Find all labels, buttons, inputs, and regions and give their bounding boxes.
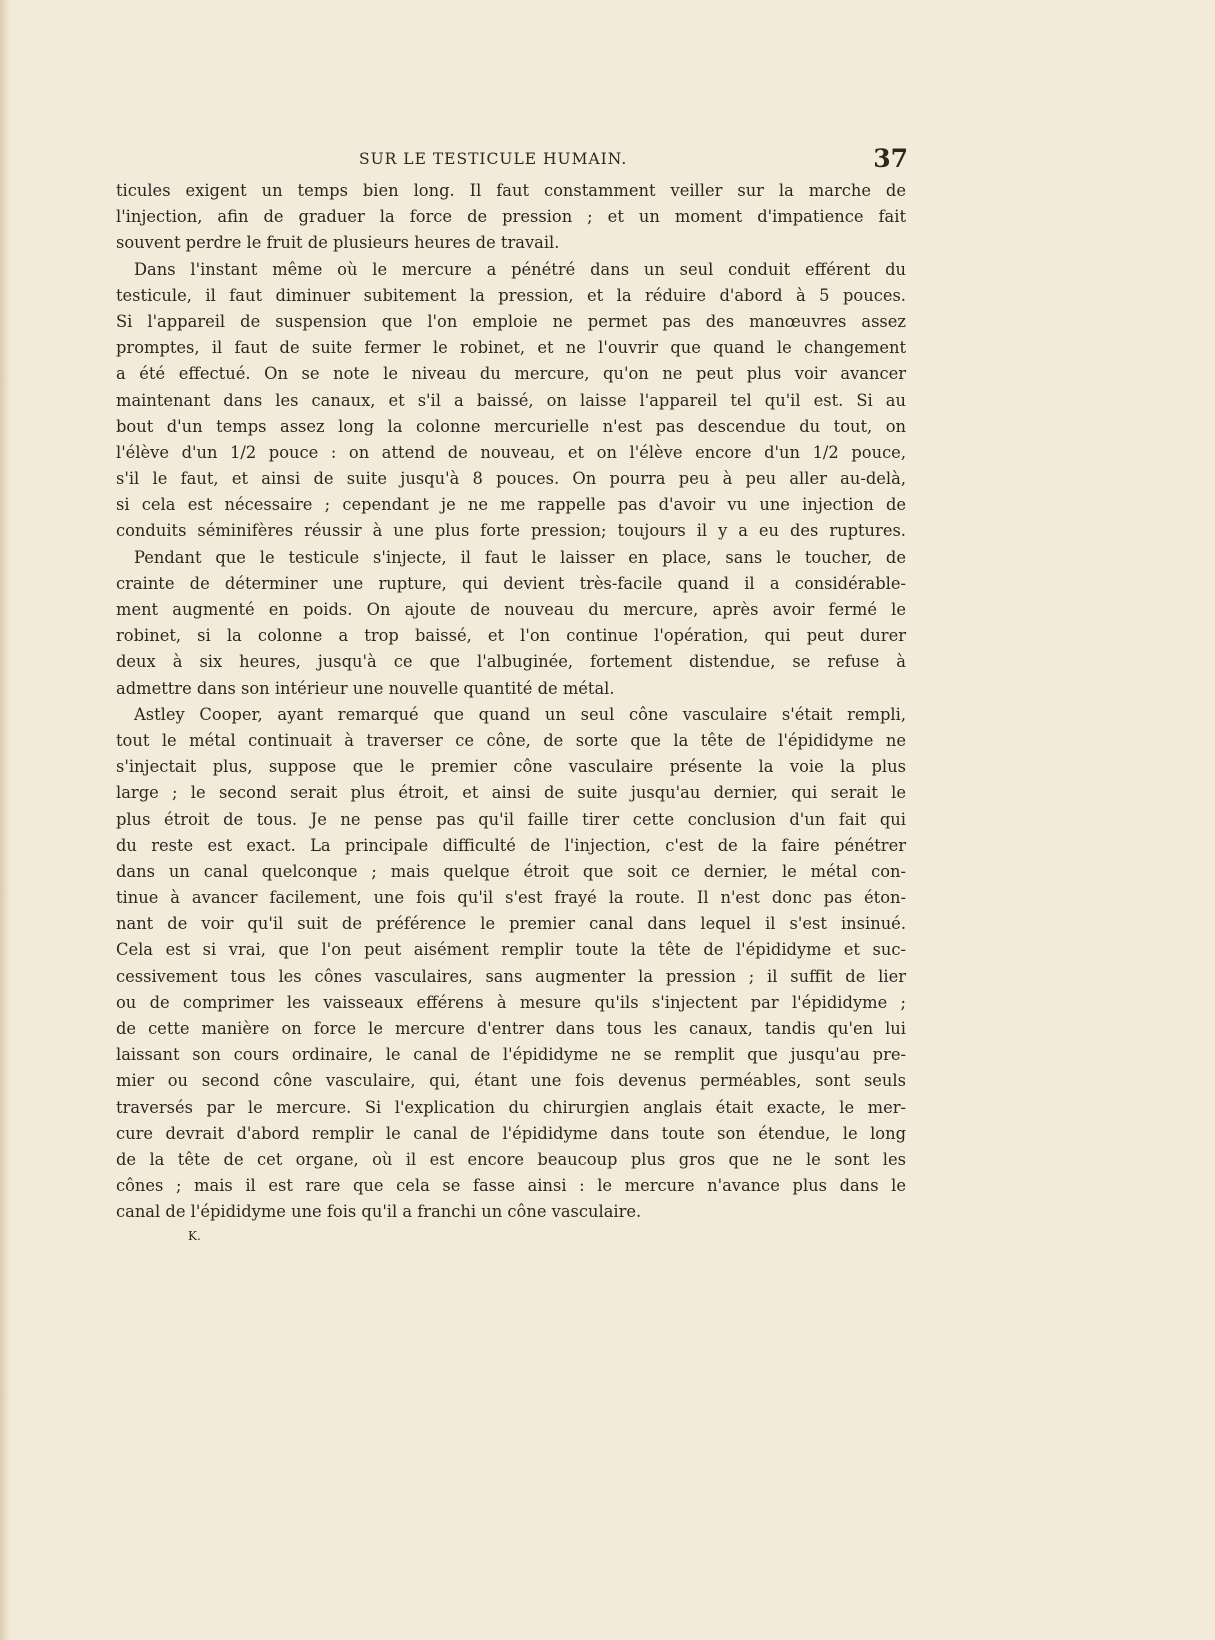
text-line: de cette manière on force le mercure d'entrer dans tous les canaux, tandis qu'en lui — [116, 1019, 906, 1038]
text-line: cônes ; mais il est rare que cela se fasse ainsi : le mercure n'avance plus dans le — [116, 1176, 906, 1196]
text-line: de la tête de cet organe, où il est encore beaucoup plus gros que ne le sont les — [116, 1149, 906, 1169]
body-text — [116, 178, 906, 1226]
text-line: mier ou second cône vasculaire, qui, étant une fois devenus perméables, sont seuls — [116, 1071, 906, 1091]
text-line: promptes, il faut de suite fermer le robinet, et ne l'ouvrir que quand le changement — [116, 338, 906, 358]
text-line: bout d'un temps assez long la colonne mercurielle n'est pas descendue du tout, on — [116, 416, 906, 436]
text-line: large ; le second serait plus étroit, et ainsi de suite jusqu'au dernier, qui serait le — [116, 783, 906, 803]
signature: K. — [188, 1228, 201, 1243]
binding-shadow — [0, 0, 10, 1640]
text-line: laissant son cours ordinaire, le canal de l'épididyme ne se remplit que jusqu'au pre- — [116, 1045, 906, 1065]
text-line: si cela est nécessaire ; cependant je ne me rappelle pas d'avoir vu une injection de — [116, 495, 906, 515]
text-line: cessivement tous les cônes vasculaires, sans augmenter la pression ; il suffit de lier — [116, 966, 906, 986]
text-line: robinet, si la colonne a trop baissé, et l'on continue l'opération, qui peut durer — [116, 626, 906, 646]
text-line: Cela est si vrai, que l'on peut aisément remplir toute la tête de l'épididyme et suc- — [116, 940, 906, 960]
text-line: tout le métal continuait à traverser ce cône, de sorte que la tête de l'épididyme ne — [116, 730, 906, 750]
text-line: tinue à avancer facilement, une fois qu'il s'est frayé la route. Il n'est donc pas éton- — [116, 888, 906, 908]
text-line: a été effectué. On se note le niveau du mercure, qu'on ne peut plus voir avancer — [116, 364, 906, 384]
text-line: ticules exigent un temps bien long. Il faut constamment veiller sur la marche de — [116, 181, 906, 200]
page-number: 37 — [873, 144, 908, 173]
text-line: Si l'appareil de suspension que l'on emploie ne permet pas des manœuvres assez — [116, 311, 906, 331]
text-line: l'élève d'un 1/2 pouce : on attend de nouveau, et on l'élève encore d'un 1/2 pouce, — [116, 442, 906, 462]
text-line: Pendant que le testicule s'injecte, il faut le laisser en place, sans le toucher, de — [134, 547, 906, 567]
text-line: crainte de déterminer une rupture, qui devient très-facile quand il a considérable- — [116, 573, 906, 593]
text-line: admettre dans son intérieur une nouvelle quantité de métal. — [116, 678, 615, 698]
text-line: s'injectait plus, suppose que le premier cône vasculaire présente la voie la plus — [116, 757, 906, 777]
text-line: plus étroit de tous. Je ne pense pas qu'il faille tirer cette conclusion d'un fait qui — [116, 809, 906, 829]
running-title: SUR LE TESTICULE HUMAIN. — [359, 150, 628, 168]
text-line: ou de comprimer les vaisseaux efférens à mesure qu'ils s'injectent par l'épididyme ; — [116, 992, 906, 1012]
text-line: Astley Cooper, ayant remarqué que quand un seul cône vasculaire s'était rempli, — [134, 704, 906, 724]
text-line: testicule, il faut diminuer subitement la pression, et la réduire d'abord à 5 pouces. — [116, 285, 906, 305]
text-line: du reste est exact. La principale difficulté de l'injection, c'est de la faire pénétrer — [116, 835, 906, 855]
text-block — [116, 144, 906, 1246]
text-line: dans un canal quelconque ; mais quelque étroit que soit ce dernier, le métal con- — [116, 861, 906, 881]
text-line: conduits séminifères réussir à une plus forte pression; toujours il y a eu des ruptures. — [116, 521, 906, 541]
text-line: ment augmenté en poids. On ajoute de nouveau du mercure, après avoir fermé le — [116, 600, 906, 619]
running-head — [116, 144, 906, 174]
text-line: nant de voir qu'il suit de préférence le premier canal dans lequel il s'est insinué. — [116, 914, 906, 934]
text-line: l'injection, afin de graduer la force de pression ; et un moment d'impatience fait — [116, 207, 906, 227]
text-line: Dans l'instant même où le mercure a pénétré dans un seul conduit efférent du — [134, 259, 906, 279]
text-line: canal de l'épididyme une fois qu'il a franchi un cône vasculaire. — [116, 1202, 642, 1222]
text-line: souvent perdre le fruit de plusieurs heures de travail. — [116, 233, 560, 253]
text-line: cure devrait d'abord remplir le canal de l'épididyme dans toute son étendue, le long — [116, 1123, 906, 1143]
text-line: deux à six heures, jusqu'à ce que l'albuginée, fortement distendue, se refuse à — [116, 652, 906, 672]
text-line: maintenant dans les canaux, et s'il a baissé, on laisse l'appareil tel qu'il est. Si au — [116, 390, 906, 410]
text-line: traversés par le mercure. Si l'explication du chirurgien anglais était exacte, le mer- — [116, 1097, 906, 1117]
text-line: s'il le faut, et ainsi de suite jusqu'à 8 pouces. On pourra peu à peu aller au-delà, — [116, 469, 906, 489]
